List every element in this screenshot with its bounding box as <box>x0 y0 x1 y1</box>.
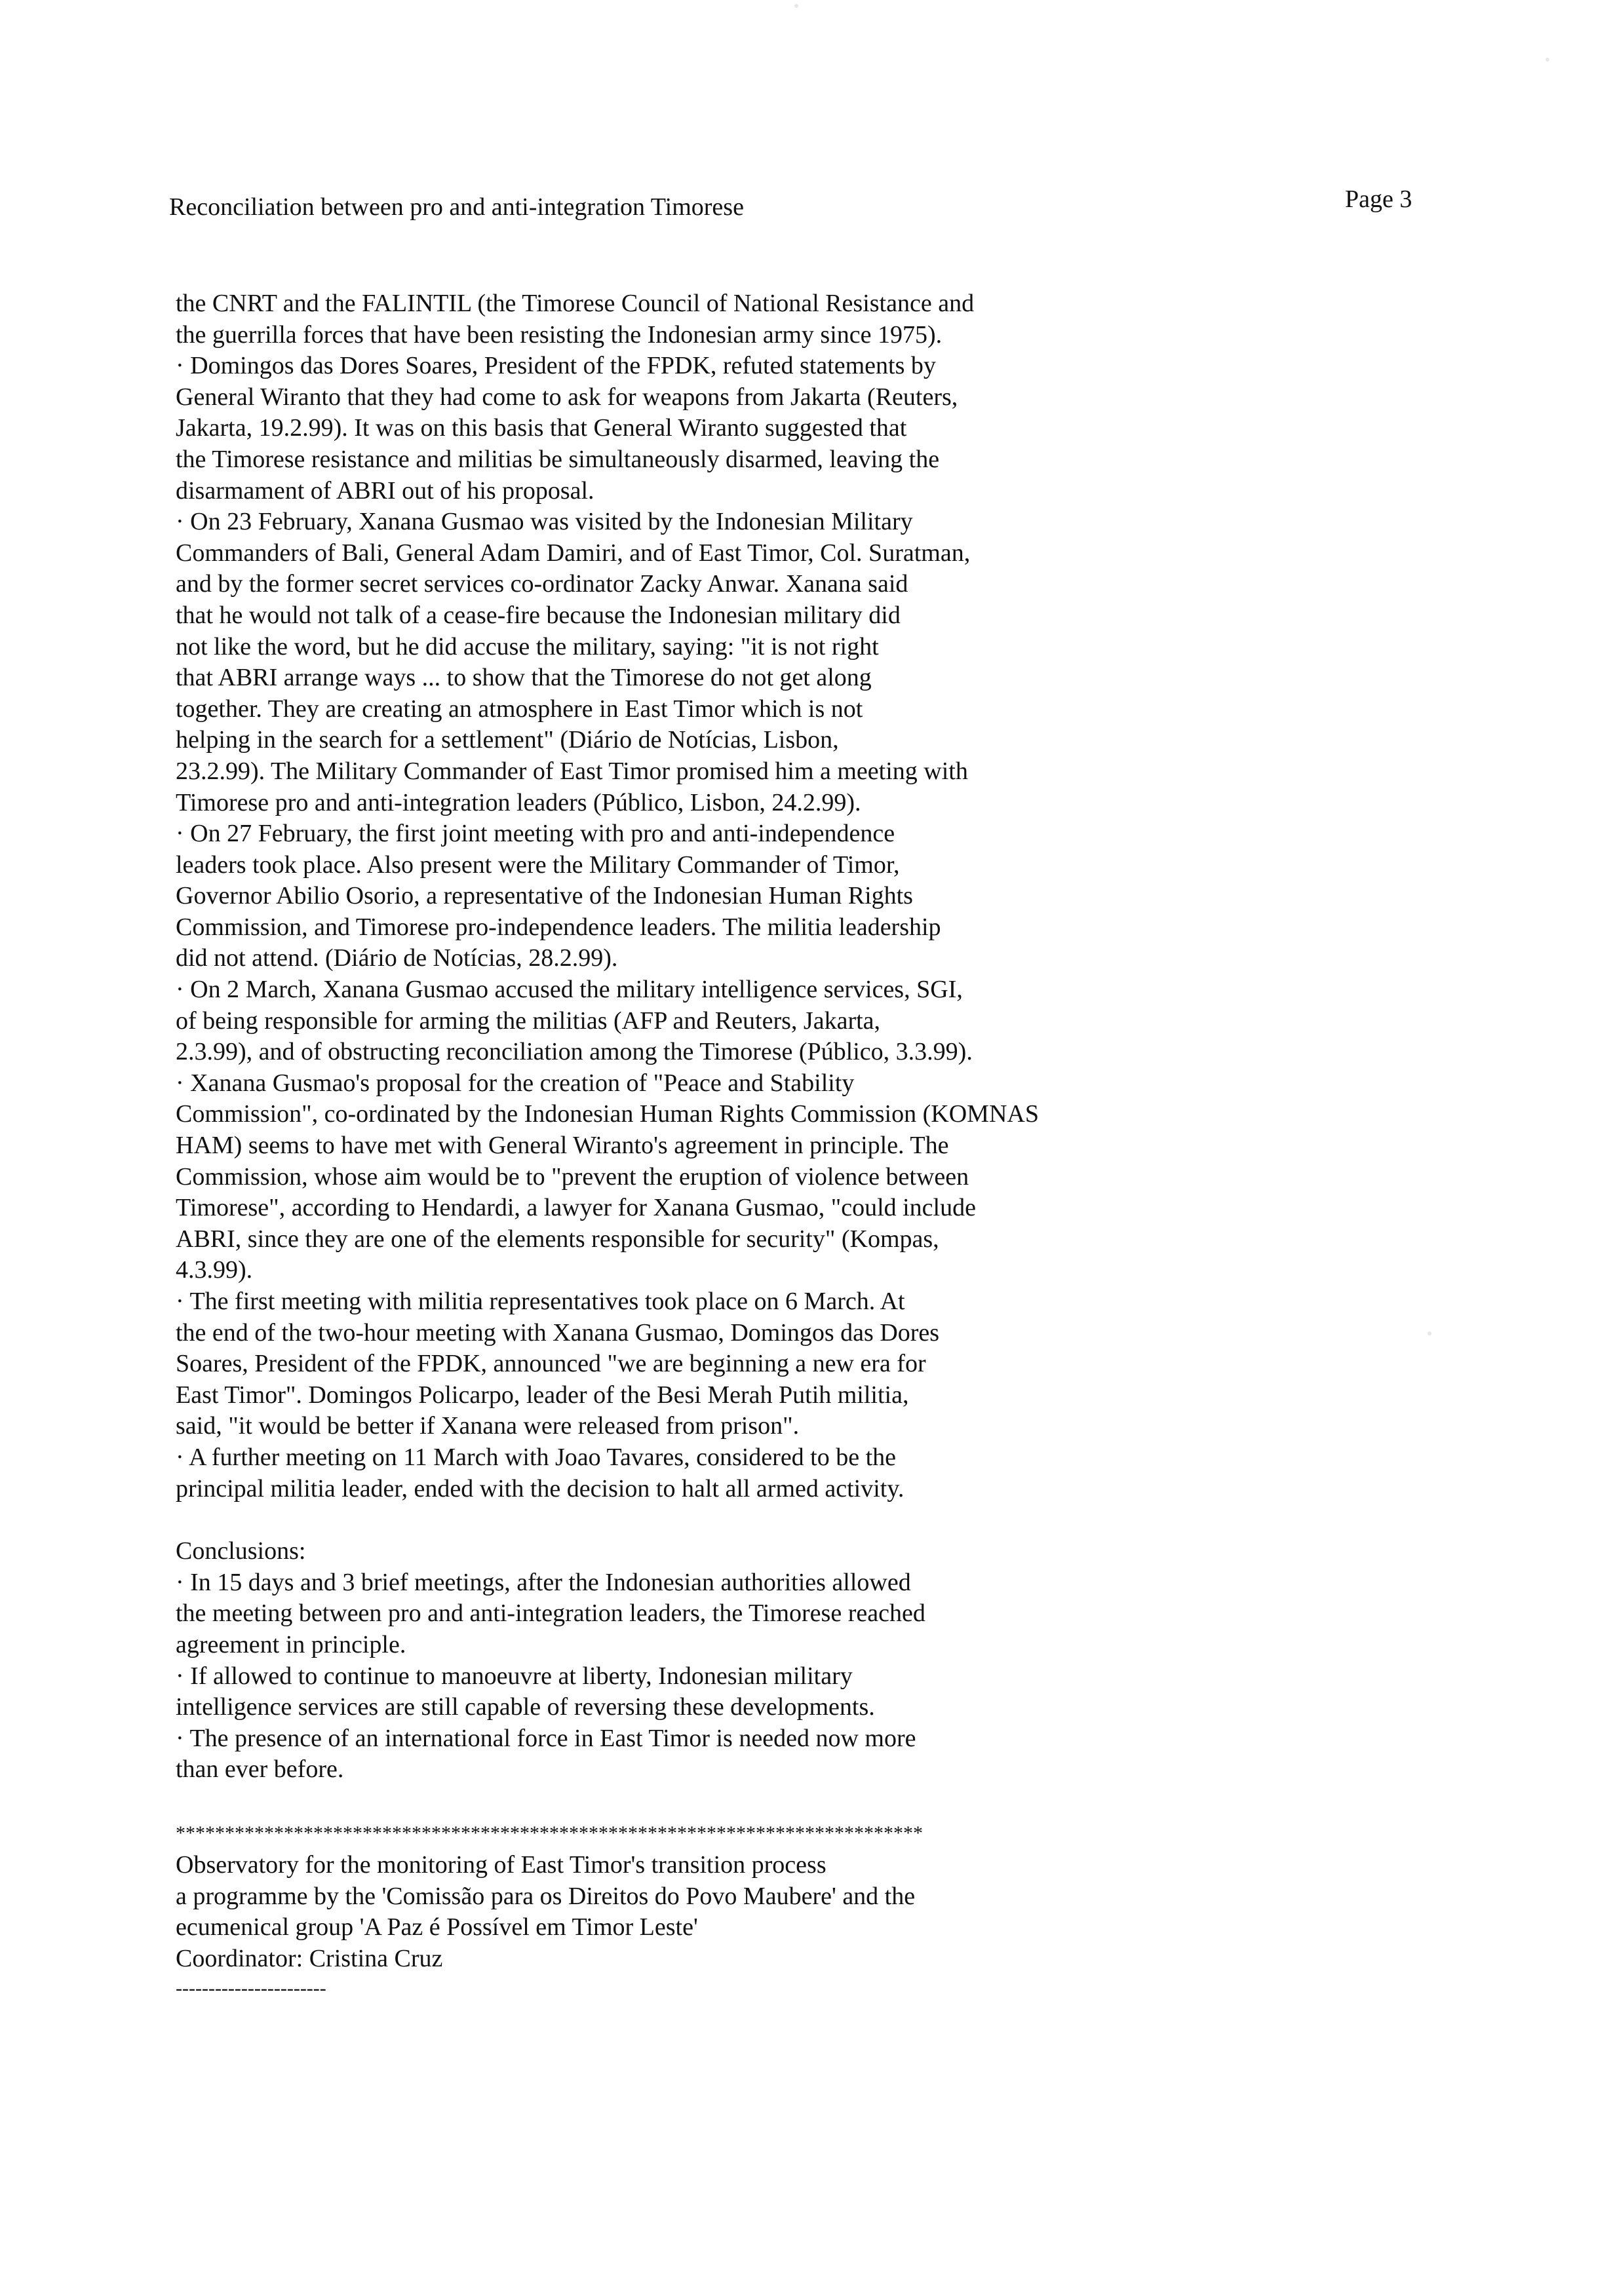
scan-speck <box>794 4 798 8</box>
text-line: 2.3.99), and of obstructing reconciliation among the Timorese (Público, 3.3.99). <box>176 1038 973 1066</box>
dash-rule: ----------------------- <box>176 1978 326 2000</box>
star-separator: **************************************************************************** <box>176 1822 923 1844</box>
text-line: · A further meeting on 11 March with Joao Tavares, considered to be the <box>176 1443 897 1471</box>
text-line: said, "it would be better if Xanana were released from prison". <box>176 1412 800 1440</box>
text-line: leaders took place. Also present were the Military Commander of Timor, <box>176 851 900 879</box>
running-header-title: Reconciliation between pro and anti-integration Timorese <box>169 193 744 221</box>
text-line: Commission, whose aim would be to "prevent the eruption of violence between <box>176 1162 969 1191</box>
text-line: General Wiranto that they had come to ask for weapons from Jakarta (Reuters, <box>176 383 958 411</box>
text-line: principal militia leader, ended with the decision to halt all armed activity. <box>176 1474 905 1502</box>
text-line: that he would not talk of a cease-fire because the Indonesian military did <box>176 601 901 629</box>
text-line: HAM) seems to have met with General Wiranto's agreement in principle. The <box>176 1132 949 1160</box>
footer-line: a programme by the 'Comissão para os Direitos do Povo Maubere' and the <box>176 1882 916 1910</box>
footer-line: Observatory for the monitoring of East Timor's transition process <box>176 1850 827 1879</box>
text-line: Commission", co-ordinated by the Indonesian Human Rights Commission (KOMNAS <box>176 1100 1039 1128</box>
text-line: 23.2.99). The Military Commander of East Timor promised him a meeting with <box>176 757 968 785</box>
conclusion-line: intelligence services are still capable of reversing these developments. <box>176 1693 875 1721</box>
text-line: 4.3.99). <box>176 1256 253 1284</box>
text-line: · On 2 March, Xanana Gusmao accused the military intelligence services, SGI, <box>176 976 963 1004</box>
text-line: Soares, President of the FPDK, announced "we are beginning a new era for <box>176 1350 926 1378</box>
conclusion-line: the meeting between pro and anti-integration leaders, the Timorese reached <box>176 1599 925 1628</box>
footer-line: Coordinator: Cristina Cruz <box>176 1944 443 1972</box>
text-line: Timorese", according to Hendardi, a lawyer for Xanana Gusmao, "could include <box>176 1194 976 1222</box>
paragraph-gap <box>176 1786 1172 1817</box>
text-line: · The first meeting with militia representatives took place on 6 March. At <box>176 1288 905 1315</box>
text-line: Commission, and Timorese pro-independence leaders. The militia leadership <box>176 913 941 941</box>
scan-speck <box>1428 1331 1431 1335</box>
text-line: · On 23 February, Xanana Gusmao was visited by the Indonesian Military <box>176 508 913 536</box>
text-line: the guerrilla forces that have been resisting the Indonesian army since 1975). <box>176 320 943 349</box>
page-number: Page 3 <box>1345 185 1412 213</box>
text-line: together. They are creating an atmosphere in East Timor which is not <box>176 695 863 723</box>
conclusion-line: · In 15 days and 3 brief meetings, after the Indonesian authorities allowed <box>176 1568 911 1596</box>
text-line: did not attend. (Diário de Notícias, 28.2.99). <box>176 944 618 972</box>
text-line: · On 27 February, the first joint meeting with pro and anti-independence <box>176 820 895 848</box>
text-line: ABRI, since they are one of the elements responsible for security" (Kompas, <box>176 1225 939 1253</box>
footer-line: ecumenical group 'A Paz é Possível em Timor Leste' <box>176 1913 698 1942</box>
text-line: that ABRI arrange ways ... to show that the Timorese do not get along <box>176 664 872 692</box>
body-text <box>176 288 1172 2003</box>
text-line: disarmament of ABRI out of his proposal. <box>176 476 594 505</box>
text-line: helping in the search for a settlement" (Diário de Notícias, Lisbon, <box>176 726 839 754</box>
text-line: Jakarta, 19.2.99). It was on this basis that General Wiranto suggested that <box>176 414 907 442</box>
conclusion-line: than ever before. <box>176 1755 344 1784</box>
main-paragraphs <box>176 288 1172 1504</box>
conclusion-line: agreement in principle. <box>176 1630 406 1658</box>
footer-section <box>176 1817 1172 2003</box>
conclusion-line: · The presence of an international force in East Timor is needed now more <box>176 1724 916 1752</box>
text-line: · Xanana Gusmao's proposal for the creation of "Peace and Stability <box>176 1069 855 1097</box>
text-line: and by the former secret services co-ordinator Zacky Anwar. Xanana said <box>176 570 908 598</box>
text-line: Commanders of Bali, General Adam Damiri, and of East Timor, Col. Suratman, <box>176 539 971 567</box>
text-line: the end of the two-hour meeting with Xanana Gusmao, Domingos das Dores <box>176 1318 940 1347</box>
conclusions-section <box>176 1536 1172 1786</box>
scan-speck <box>1546 58 1549 62</box>
text-line: the Timorese resistance and militias be simultaneously disarmed, leaving the <box>176 445 940 473</box>
conclusions-heading: Conclusions: <box>176 1537 306 1565</box>
text-line: the CNRT and the FALINTIL (the Timorese Council of National Resistance and <box>176 290 975 317</box>
text-line: of being responsible for arming the militias (AFP and Reuters, Jakarta, <box>176 1006 881 1035</box>
text-line: Governor Abilio Osorio, a representative of the Indonesian Human Rights <box>176 882 913 910</box>
paragraph-gap <box>176 1504 1172 1536</box>
text-line: Timorese pro and anti-integration leaders (Público, Lisbon, 24.2.99). <box>176 788 861 816</box>
text-line: not like the word, but he did accuse the military, saying: "it is not right <box>176 632 879 660</box>
text-line: East Timor". Domingos Policarpo, leader of the Besi Merah Putih militia, <box>176 1381 909 1409</box>
text-line: · Domingos das Dores Soares, President of the FPDK, refuted statements by <box>176 352 936 380</box>
conclusion-line: · If allowed to continue to manoeuvre at liberty, Indonesian military <box>176 1662 853 1690</box>
